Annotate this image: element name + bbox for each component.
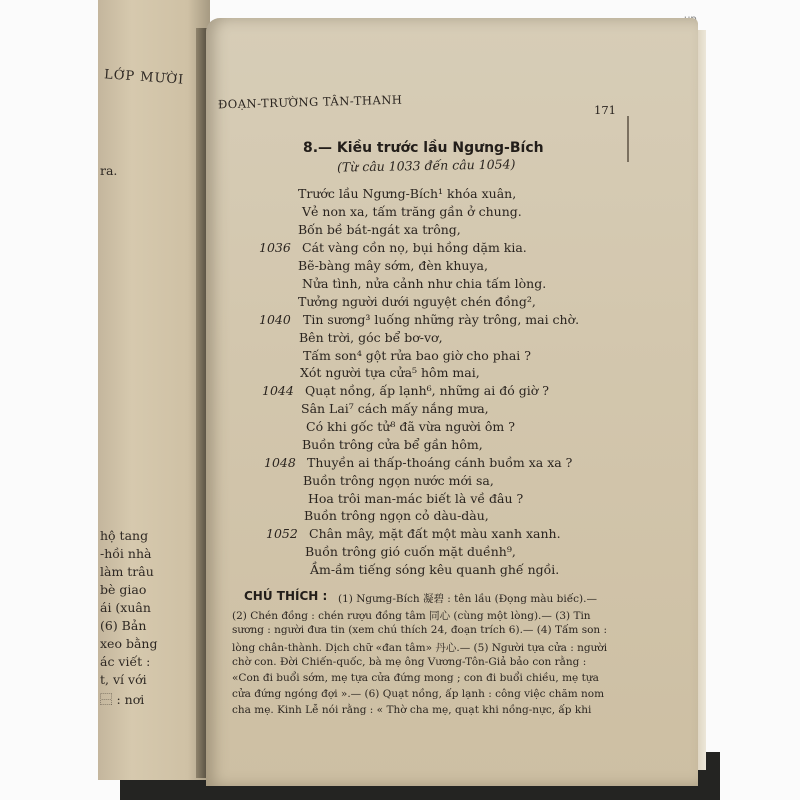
verse-line: Vẻ non xa, tấm trăng gần ở chung. (302, 204, 522, 219)
bookmark-mark (627, 116, 629, 162)
page-number: 171 (594, 103, 616, 117)
verse-line: Bốn bề bát-ngát xa trông, (298, 222, 461, 237)
notes-heading: CHÚ THÍCH : (244, 589, 328, 603)
line-number: 1048 (264, 455, 296, 470)
left-page-line: (6) Bản (100, 618, 147, 633)
verse-line: Có khi gốc tử⁸ đã vừa người ôm ? (306, 419, 515, 434)
verse-line: Bên trời, góc bể bơ-vơ, (299, 330, 443, 345)
line-number: 1044 (262, 383, 294, 398)
note-line: sương : người đưa tin (xem chú thích 24, đoạn trích 6).— (4) Tấm son : (232, 624, 608, 636)
left-page-line: ác viết : (100, 654, 151, 669)
verse-line: Tin sương³ luống những rày trông, mai chờ. (303, 312, 580, 327)
section-subtitle: (Từ câu 1033 đến câu 1054) (336, 156, 516, 175)
left-page-line: xeo bằng (100, 636, 158, 651)
note-line: lòng chân-thành. Dịch chữ «đan tâm» 丹心.— (5) Người tựa cửa : người (232, 642, 608, 654)
verse-line: Buồn trông cửa bể gần hôm, (302, 437, 483, 452)
verse-line: Buồn trông ngọn nước mới sa, (303, 473, 494, 488)
verse-line: Ầm-ầm tiếng sóng kêu quanh ghế ngồi. (310, 562, 560, 577)
verse-line: Quạt nồng, ấp lạnh⁶, những ai đó giờ ? (305, 383, 549, 398)
line-number: 1052 (266, 526, 298, 541)
verse-line: Trước lầu Ngưng-Bích¹ khóa xuân, (298, 186, 517, 201)
verse-line: Chân mây, mặt đất một màu xanh xanh. (309, 526, 561, 541)
left-page-line: hộ tang (100, 528, 149, 543)
left-page-line: bè giao (100, 582, 147, 597)
section-title: 8.— Kiều trước lầu Ngưng-Bích (303, 140, 544, 156)
note-line: cha mẹ. Kinh Lễ nói rằng : « Thờ cha mẹ, quạt khi nồng-nực, ấp khi (232, 704, 592, 716)
left-page-line: -hồi nhà (100, 546, 152, 561)
left-page-header: LỚP MƯỜI (103, 67, 185, 88)
left-page-line: ái (xuân (100, 600, 151, 615)
verse-line: Buồn trông ngọn cỏ dàu-dàu, (304, 508, 489, 523)
left-page-line: ra. (100, 163, 118, 178)
verse-line: Tưởng người dưới nguyệt chén đồng², (298, 294, 536, 309)
running-head: ĐOẠN-TRƯỜNG TÂN-THANH (217, 92, 403, 112)
verse-line: Bẽ-bàng mây sớm, đèn khuya, (298, 258, 488, 273)
note-line: «Con đi buổi sớm, mẹ tựa cửa đứng mong ; con đi buổi chiều, mẹ tựa (232, 672, 599, 684)
verse-line: Sân Lai⁷ cách mấy nắng mưa, (301, 401, 489, 416)
left-page-line: làm trâu (100, 564, 154, 579)
verse-line: Thuyền ai thấp-thoáng cánh buồm xa xa ? (307, 455, 573, 470)
line-number: 1040 (259, 312, 291, 327)
note-line: (1) Ngưng-Bích 凝碧 : tên lầu (Đọng màu biếc).— (338, 593, 597, 605)
line-number: 1036 (259, 240, 291, 255)
left-page (98, 0, 210, 780)
verse-line: Buồn trông gió cuốn mặt duềnh⁹, (305, 544, 516, 559)
left-page-line: ⿱ : nơi (100, 692, 145, 707)
left-page-line: t, ví với (100, 672, 147, 687)
verse-line: Cát vàng cồn nọ, bụi hồng dặm kia. (302, 240, 527, 255)
verse-line: Nửa tình, nửa cảnh như chia tấm lòng. (302, 276, 547, 291)
note-line: chờ con. Đời Chiến-quốc, bà mẹ ông Vương-Tôn-Giả bảo con rằng : (232, 656, 587, 668)
verse-line: Xót người tựa cửa⁵ hôm mai, (300, 365, 480, 380)
note-line: cửa đứng ngóng đợi ».— (6) Quạt nồng, ấp lạnh : công việc chăm nom (232, 688, 605, 700)
verse-line: Hoa trôi man-mác biết là về đâu ? (308, 491, 524, 506)
verse-line: Tấm son⁴ gột rửa bao giờ cho phai ? (303, 348, 531, 363)
note-line: (2) Chén đồng : chén rượu đồng tâm 同心 (cùng một lòng).— (3) Tin (232, 610, 591, 622)
